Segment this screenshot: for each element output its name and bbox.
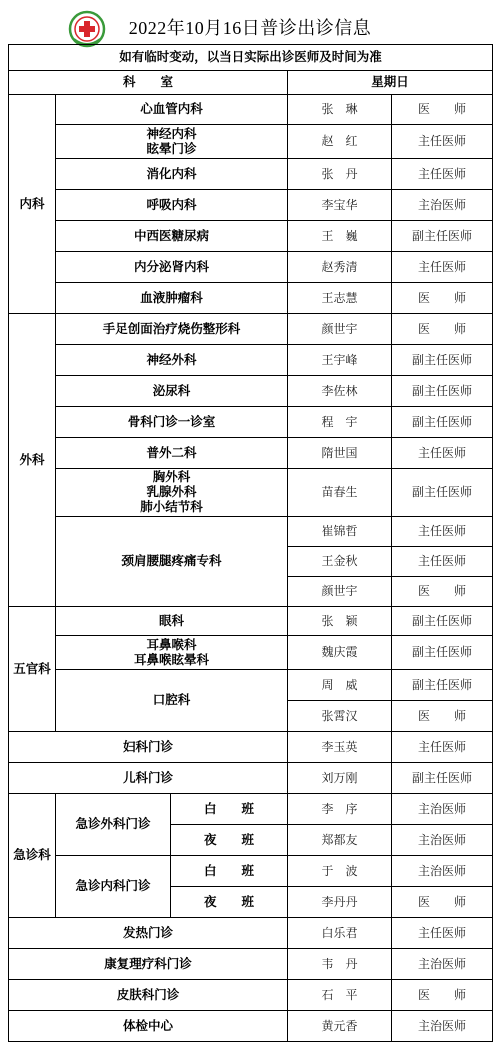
doctor-title: 副主任医师 [392,376,493,407]
table-row [9,438,493,469]
doctor-name: 韦 丹 [288,949,392,980]
doctor-title: 主治医师 [392,190,493,221]
header-dept: 科 室 [9,71,288,95]
dept-cell: 眼科 [56,607,288,636]
table-row [9,670,493,701]
doctor-name: 魏庆霞 [288,636,392,670]
doctor-title: 主任医师 [392,125,493,159]
table-row [9,125,493,159]
doctor-name: 颜世宇 [288,314,392,345]
dept-cell: 皮肤科门诊 [9,980,288,1011]
table-row [9,345,493,376]
dept-cell: 内分泌肾内科 [56,252,288,283]
dept-cell: 手足创面治疗烧伤整形科 [56,314,288,345]
shift-cell: 夜 班 [171,887,288,918]
group-internal-medicine: 内科 [9,95,56,314]
doctor-name: 程 宇 [288,407,392,438]
doctor-title: 主治医师 [392,1011,493,1042]
dept-cell: 康复理疗科门诊 [9,949,288,980]
doctor-name: 白乐君 [288,918,392,949]
doctor-title: 主任医师 [392,732,493,763]
table-row [9,159,493,190]
doctor-name: 张霄汉 [288,701,392,732]
table-row [9,314,493,345]
doctor-title: 医 师 [392,283,493,314]
dept-cell: 神经内科 眩晕门诊 [56,125,288,159]
page-header [8,6,492,40]
doctor-title: 医 师 [392,887,493,918]
notice-text: 如有临时变动，以当日实际出诊医师及时间为准 [9,45,493,71]
notice-row [9,45,493,71]
table-row [9,636,493,670]
doctor-title: 主治医师 [392,856,493,887]
table-row [9,763,493,794]
group-emergency: 急诊科 [9,794,56,918]
doctor-name: 赵秀清 [288,252,392,283]
doctor-title: 医 师 [392,95,493,125]
doctor-name: 周 威 [288,670,392,701]
doctor-name: 李玉英 [288,732,392,763]
doctor-name: 刘万刚 [288,763,392,794]
doctor-name: 隋世国 [288,438,392,469]
dept-cell: 急诊内科门诊 [56,856,171,918]
dept-cell: 妇科门诊 [9,732,288,763]
doctor-title: 主任医师 [392,252,493,283]
table-row [9,732,493,763]
dept-cell: 泌尿科 [56,376,288,407]
shift-cell: 夜 班 [171,825,288,856]
table-row [9,221,493,252]
doctor-name: 李佐林 [288,376,392,407]
shift-cell: 白 班 [171,856,288,887]
doctor-title: 主任医师 [392,517,493,547]
group-surgery: 外科 [9,314,56,607]
page-title: 2022年10月16日普诊出诊信息 [128,18,372,38]
table-row [9,95,493,125]
table-row [9,794,493,825]
doctor-title: 副主任医师 [392,345,493,376]
doctor-name: 李宝华 [288,190,392,221]
doctor-title: 副主任医师 [392,607,493,636]
table-header-row [9,71,493,95]
doctor-title: 医 师 [392,701,493,732]
doctor-title: 副主任医师 [392,469,493,517]
table-row [9,856,493,887]
dept-cell: 儿科门诊 [9,763,288,794]
header-day: 星期日 [288,71,493,95]
doctor-title: 副主任医师 [392,407,493,438]
dept-cell: 心血管内科 [56,95,288,125]
dept-cell: 颈肩腰腿疼痛专科 [56,517,288,607]
doctor-name: 郑都友 [288,825,392,856]
doctor-name: 于 波 [288,856,392,887]
doctor-title: 主治医师 [392,794,493,825]
doctor-name: 黄元香 [288,1011,392,1042]
table-row [9,190,493,221]
dept-cell: 普外二科 [56,438,288,469]
table-row [9,376,493,407]
doctor-name: 王志慧 [288,283,392,314]
doctor-name: 苗春生 [288,469,392,517]
doctor-name: 李 序 [288,794,392,825]
doctor-name: 李丹丹 [288,887,392,918]
doctor-title: 主任医师 [392,547,493,577]
dept-cell: 发热门诊 [9,918,288,949]
doctor-title: 医 师 [392,577,493,607]
group-ent: 五官科 [9,607,56,732]
table-row [9,980,493,1011]
dept-cell: 体检中心 [9,1011,288,1042]
doctor-name: 王宇峰 [288,345,392,376]
dept-cell: 口腔科 [56,670,288,732]
dept-cell: 呼吸内科 [56,190,288,221]
doctor-name: 张 丹 [288,159,392,190]
dept-cell: 消化内科 [56,159,288,190]
table-row [9,918,493,949]
doctor-title: 主治医师 [392,949,493,980]
doctor-title: 主治医师 [392,825,493,856]
doctor-name: 崔锦哲 [288,517,392,547]
dept-cell: 耳鼻喉科 耳鼻喉眩晕科 [56,636,288,670]
dept-cell: 中西医糖尿病 [56,221,288,252]
table-row [9,283,493,314]
doctor-title: 副主任医师 [392,221,493,252]
doctor-name: 张 颖 [288,607,392,636]
doctor-title: 副主任医师 [392,636,493,670]
table-row [9,517,493,547]
dept-cell: 神经外科 [56,345,288,376]
shift-cell: 白 班 [171,794,288,825]
doctor-title: 医 师 [392,980,493,1011]
doctor-name: 颜世宇 [288,577,392,607]
schedule-table [8,44,493,1042]
doctor-title: 主任医师 [392,438,493,469]
doctor-title: 主任医师 [392,159,493,190]
doctor-title: 副主任医师 [392,763,493,794]
table-row [9,469,493,517]
table-row [9,407,493,438]
doctor-name: 王金秋 [288,547,392,577]
table-row [9,949,493,980]
table-row [9,607,493,636]
dept-cell: 急诊外科门诊 [56,794,171,856]
dept-cell: 骨科门诊一诊室 [56,407,288,438]
dept-cell: 血液肿瘤科 [56,283,288,314]
table-row [9,252,493,283]
doctor-title: 副主任医师 [392,670,493,701]
doctor-name: 赵 红 [288,125,392,159]
dept-cell: 胸外科 乳腺外科 肺小结节科 [56,469,288,517]
doctor-name: 王 巍 [288,221,392,252]
doctor-title: 医 师 [392,314,493,345]
doctor-title: 主任医师 [392,918,493,949]
doctor-name: 石 平 [288,980,392,1011]
table-row [9,1011,493,1042]
doctor-name: 张 琳 [288,95,392,125]
